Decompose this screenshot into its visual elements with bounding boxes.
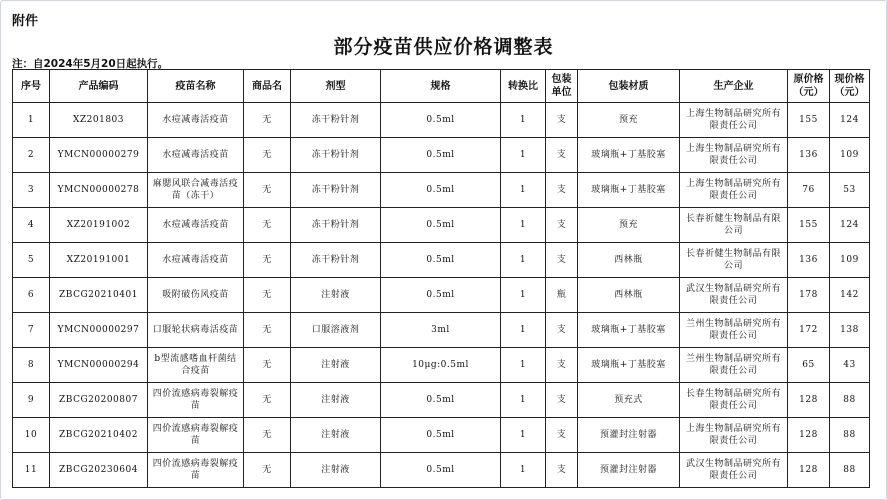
cell-dosage-form: 注射液 (291, 383, 381, 418)
cell-old-price: 128 (788, 453, 830, 488)
page-title: 部分疫苗供应价格调整表 (333, 36, 554, 58)
cell-pack-unit: 支 (546, 208, 578, 243)
cell-brand: 无 (244, 383, 291, 418)
table-row (13, 453, 870, 488)
cell-new-price: 109 (830, 243, 870, 278)
cell-pack-material: 玻璃瓶+丁基胶塞 (578, 348, 680, 383)
cell-product-code: ZBCG20200807 (50, 383, 148, 418)
cell-manufacturer: 兰州生物制品研究所有限责任公司 (680, 348, 788, 383)
cell-brand: 无 (244, 348, 291, 383)
cell-vaccine-name: 口服轮状病毒活疫苗 (148, 313, 244, 348)
cell-spec: 0.5ml (381, 173, 501, 208)
cell-spec: 0.5ml (381, 278, 501, 313)
cell-product-code: ZBCG20210402 (50, 418, 148, 453)
cell-old-price: 128 (788, 383, 830, 418)
cell-dosage-form: 注射液 (291, 453, 381, 488)
cell-manufacturer: 上海生物制品研究所有限责任公司 (680, 138, 788, 173)
column-header-brand: 商品名 (244, 70, 291, 103)
cell-manufacturer: 上海生物制品研究所有限责任公司 (680, 418, 788, 453)
cell-ratio: 1 (501, 278, 546, 313)
column-header-code: 产品编码 (50, 70, 148, 103)
cell-pack-unit: 支 (546, 138, 578, 173)
table-row (13, 278, 870, 313)
cell-brand: 无 (244, 208, 291, 243)
cell-old-price: 178 (788, 278, 830, 313)
cell-new-price: 43 (830, 348, 870, 383)
column-header-old-price: 原价格（元） (788, 70, 830, 103)
cell-pack-material: 西林瓶 (578, 243, 680, 278)
cell-new-price: 109 (830, 138, 870, 173)
cell-old-price: 128 (788, 418, 830, 453)
cell-dosage-form: 口服溶液剂 (291, 313, 381, 348)
cell-vaccine-name: 麻腮风联合减毒活疫苗（冻干） (148, 173, 244, 208)
cell-brand: 无 (244, 173, 291, 208)
cell-new-price: 124 (830, 103, 870, 138)
cell-vaccine-name: 四价流感病毒裂解疫苗 (148, 418, 244, 453)
cell-no: 10 (13, 418, 50, 453)
cell-product-code: ZBCG20210401 (50, 278, 148, 313)
table-body (13, 103, 870, 488)
table-row (13, 173, 870, 208)
table-row (13, 348, 870, 383)
cell-new-price: 124 (830, 208, 870, 243)
cell-ratio: 1 (501, 383, 546, 418)
table-row (13, 313, 870, 348)
table-row (13, 243, 870, 278)
cell-pack-material: 玻璃瓶+丁基胶塞 (578, 173, 680, 208)
cell-pack-material: 玻璃瓶+丁基胶塞 (578, 138, 680, 173)
cell-product-code: YMCN00000278 (50, 173, 148, 208)
cell-new-price: 138 (830, 313, 870, 348)
cell-dosage-form: 冻干粉针剂 (291, 243, 381, 278)
cell-ratio: 1 (501, 348, 546, 383)
cell-manufacturer: 武汉生物制品研究所有限责任公司 (680, 453, 788, 488)
cell-pack-unit: 支 (546, 348, 578, 383)
cell-manufacturer: 上海生物制品研究所有限责任公司 (680, 103, 788, 138)
cell-no: 4 (13, 208, 50, 243)
cell-dosage-form: 冻干粉针剂 (291, 173, 381, 208)
cell-pack-material: 玻璃瓶+丁基胶塞 (578, 313, 680, 348)
column-header-vaccine-name: 疫苗名称 (148, 70, 244, 103)
cell-vaccine-name: 水痘减毒活疫苗 (148, 208, 244, 243)
cell-ratio: 1 (501, 418, 546, 453)
cell-manufacturer: 武汉生物制品研究所有限责任公司 (680, 278, 788, 313)
cell-ratio: 1 (501, 453, 546, 488)
cell-pack-unit: 支 (546, 103, 578, 138)
cell-dosage-form: 冻干粉针剂 (291, 138, 381, 173)
column-header-spec: 规格 (381, 70, 501, 103)
cell-no: 8 (13, 348, 50, 383)
cell-manufacturer: 兰州生物制品研究所有限责任公司 (680, 313, 788, 348)
table-row (13, 383, 870, 418)
cell-pack-unit: 支 (546, 453, 578, 488)
cell-spec: 10μg:0.5ml (381, 348, 501, 383)
cell-pack-material: 预充式 (578, 383, 680, 418)
cell-ratio: 1 (501, 103, 546, 138)
cell-old-price: 65 (788, 348, 830, 383)
cell-product-code: XZ20191002 (50, 208, 148, 243)
cell-pack-unit: 支 (546, 243, 578, 278)
cell-new-price: 88 (830, 453, 870, 488)
cell-no: 1 (13, 103, 50, 138)
cell-dosage-form: 冻干粉针剂 (291, 103, 381, 138)
cell-old-price: 76 (788, 173, 830, 208)
cell-ratio: 1 (501, 173, 546, 208)
column-header-ratio: 转换比 (501, 70, 546, 103)
cell-old-price: 155 (788, 208, 830, 243)
cell-old-price: 172 (788, 313, 830, 348)
table-header-row (13, 70, 870, 103)
cell-dosage-form: 冻干粉针剂 (291, 208, 381, 243)
cell-new-price: 142 (830, 278, 870, 313)
cell-pack-unit: 支 (546, 383, 578, 418)
cell-old-price: 155 (788, 103, 830, 138)
cell-spec: 0.5ml (381, 453, 501, 488)
cell-vaccine-name: 水痘减毒活疫苗 (148, 103, 244, 138)
cell-spec: 3ml (381, 313, 501, 348)
cell-new-price: 88 (830, 418, 870, 453)
column-header-no: 序号 (13, 70, 50, 103)
attachment-label: 附件 (12, 14, 39, 29)
cell-product-code: YMCN00000294 (50, 348, 148, 383)
cell-pack-unit: 支 (546, 418, 578, 453)
cell-pack-material: 预灌封注射器 (578, 453, 680, 488)
cell-new-price: 53 (830, 173, 870, 208)
cell-pack-material: 预充 (578, 208, 680, 243)
price-adjustment-table (12, 69, 870, 488)
cell-vaccine-name: 水痘减毒活疫苗 (148, 243, 244, 278)
cell-spec: 0.5ml (381, 383, 501, 418)
table-row (13, 418, 870, 453)
cell-no: 7 (13, 313, 50, 348)
cell-brand: 无 (244, 278, 291, 313)
effective-date-note: 注：自2024年5月20日起执行。 (12, 58, 169, 70)
table-row (13, 103, 870, 138)
cell-manufacturer: 长春祈健生物制品有限公司 (680, 243, 788, 278)
cell-vaccine-name: 吸附破伤风疫苗 (148, 278, 244, 313)
cell-brand: 无 (244, 313, 291, 348)
cell-dosage-form: 注射液 (291, 418, 381, 453)
table-row (13, 138, 870, 173)
cell-brand: 无 (244, 103, 291, 138)
cell-pack-material: 预充 (578, 103, 680, 138)
cell-no: 2 (13, 138, 50, 173)
cell-brand: 无 (244, 138, 291, 173)
table-row (13, 208, 870, 243)
cell-ratio: 1 (501, 313, 546, 348)
cell-manufacturer: 长春祈健生物制品有限公司 (680, 208, 788, 243)
cell-product-code: YMCN00000297 (50, 313, 148, 348)
cell-spec: 0.5ml (381, 418, 501, 453)
column-header-pack-unit: 包装单位 (546, 70, 578, 103)
cell-pack-material: 西林瓶 (578, 278, 680, 313)
cell-no: 11 (13, 453, 50, 488)
cell-vaccine-name: 水痘减毒活疫苗 (148, 138, 244, 173)
cell-new-price: 88 (830, 383, 870, 418)
cell-spec: 0.5ml (381, 208, 501, 243)
cell-ratio: 1 (501, 138, 546, 173)
cell-vaccine-name: b型流感嗜血杆菌结合疫苗 (148, 348, 244, 383)
cell-product-code: XZ201803 (50, 103, 148, 138)
cell-no: 6 (13, 278, 50, 313)
cell-spec: 0.5ml (381, 103, 501, 138)
cell-pack-unit: 支 (546, 173, 578, 208)
cell-brand: 无 (244, 243, 291, 278)
cell-pack-material: 预灌封注射器 (578, 418, 680, 453)
column-header-pack-material: 包装材质 (578, 70, 680, 103)
column-header-manufacturer: 生产企业 (680, 70, 788, 103)
cell-old-price: 136 (788, 138, 830, 173)
cell-spec: 0.5ml (381, 243, 501, 278)
cell-brand: 无 (244, 418, 291, 453)
column-header-new-price: 现价格（元） (830, 70, 870, 103)
cell-pack-unit: 支 (546, 313, 578, 348)
cell-dosage-form: 注射液 (291, 348, 381, 383)
cell-brand: 无 (244, 453, 291, 488)
cell-spec: 0.5ml (381, 138, 501, 173)
cell-manufacturer: 上海生物制品研究所有限责任公司 (680, 173, 788, 208)
cell-ratio: 1 (501, 208, 546, 243)
cell-product-code: YMCN00000279 (50, 138, 148, 173)
cell-vaccine-name: 四价流感病毒裂解疫苗 (148, 383, 244, 418)
cell-ratio: 1 (501, 243, 546, 278)
cell-dosage-form: 注射液 (291, 278, 381, 313)
cell-product-code: ZBCG20230604 (50, 453, 148, 488)
cell-no: 3 (13, 173, 50, 208)
cell-vaccine-name: 四价流感病毒裂解疫苗 (148, 453, 244, 488)
cell-old-price: 136 (788, 243, 830, 278)
cell-no: 5 (13, 243, 50, 278)
cell-no: 9 (13, 383, 50, 418)
cell-pack-unit: 瓶 (546, 278, 578, 313)
column-header-dosage-form: 剂型 (291, 70, 381, 103)
cell-product-code: XZ20191001 (50, 243, 148, 278)
cell-manufacturer: 长春生物制品研究所有限责任公司 (680, 383, 788, 418)
